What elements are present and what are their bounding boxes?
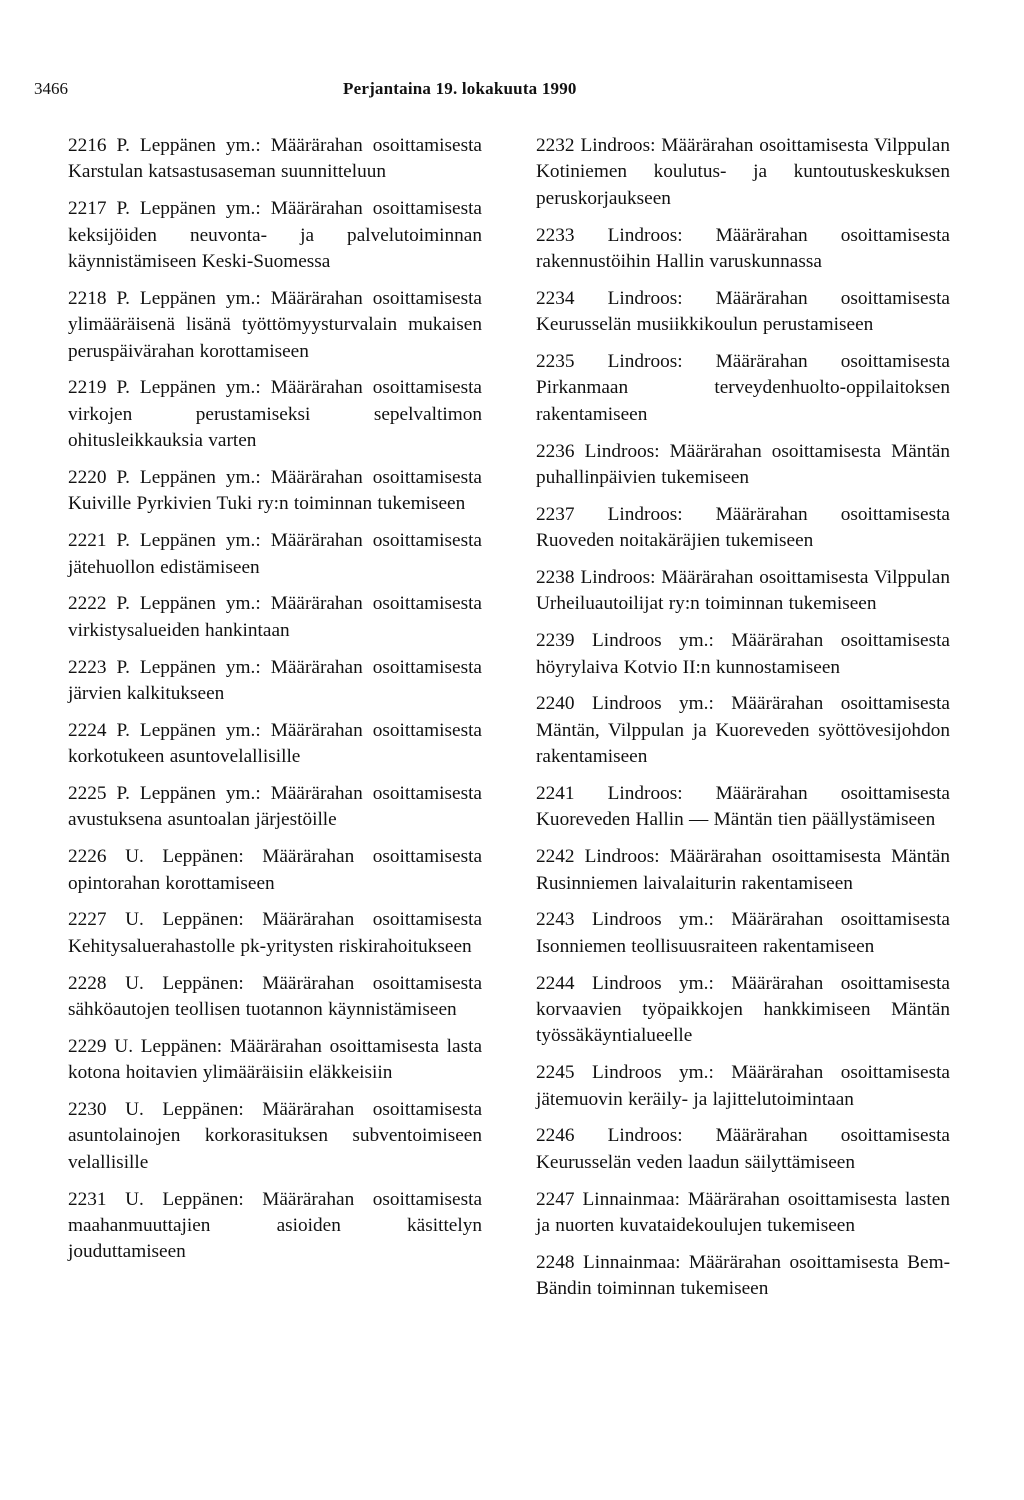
list-item: 2245 Lindroos ym.: Määrärahan osoittamisesta jätemuovin keräily- ja lajittelutoimintaan	[536, 1062, 950, 1110]
list-item: 2241 Lindroos: Määrärahan osoittamisesta Kuoreveden Hallin — Mäntän tien päällystämiseen	[536, 783, 950, 831]
list-item: 2228 U. Leppänen: Määrärahan osoittamisesta sähköautojen teollisen tuotannon käynnistämiseen	[68, 972, 482, 1021]
list-item: 2243 Lindroos ym.: Määrärahan osoittamisesta Isonniemen teollisuusraiteen rakentamiseen	[536, 909, 950, 957]
list-item: 2217 P. Leppänen ym.: Määrärahan osoittamisesta keksijöiden neuvonta- ja palvelutoiminnan käynnistämiseen Keski-Suomessa	[68, 198, 482, 273]
list-item: 2242 Lindroos: Määrärahan osoittamisesta Mäntän Rusinniemen laivalaiturin rakentamiseen	[536, 846, 950, 894]
list-item: 2248 Linnainmaa: Määrärahan osoittamisesta Bem-Bändin toiminnan tukemiseen	[536, 1251, 950, 1300]
list-item: 2232 Lindroos: Määrärahan osoittamisesta Vilppulan Kotiniemen koulutus- ja kuntoutuskeskuksen peruskorjaukseen	[536, 135, 950, 209]
list-item: 2227 U. Leppänen: Määrärahan osoittamisesta Kehitysaluerahastolle pk-yritysten riskirahoitukseen	[68, 909, 482, 957]
list-item: 2234 Lindroos: Määrärahan osoittamisesta Keurusselän musiikkikoulun perustamiseen	[536, 287, 950, 336]
list-item: 2220 P. Leppänen ym.: Määrärahan osoittamisesta Kuiville Pyrkivien Tuki ry:n toiminnan tukemiseen	[68, 467, 482, 515]
list-item: 2240 Lindroos ym.: Määrärahan osoittamisesta Mäntän, Vilppulan ja Kuoreveden syöttövesijohdon rakentamiseen	[536, 693, 950, 768]
list-item: 2246 Lindroos: Määrärahan osoittamisesta Keurusselän veden laadun säilyttämiseen	[536, 1125, 950, 1173]
list-item: 2235 Lindroos: Määrärahan osoittamisesta Pirkanmaan terveydenhuolto-oppilaitoksen rakentamiseen	[536, 351, 950, 425]
list-item: 2239 Lindroos ym.: Määrärahan osoittamisesta höyrylaiva Kotvio II:n kunnostamiseen	[536, 630, 950, 678]
right-column	[536, 133, 950, 1313]
left-column	[68, 133, 482, 1276]
list-item: 2247 Linnainmaa: Määrärahan osoittamisesta lasten ja nuorten kuvataidekoulujen tukemiseen	[536, 1188, 950, 1237]
list-item: 2229 U. Leppänen: Määrärahan osoittamisesta lasta kotona hoitavien ylimääräisiin eläkkeisiin	[68, 1035, 482, 1084]
list-item: 2221 P. Leppänen ym.: Määrärahan osoittamisesta jätehuollon edistämiseen	[68, 530, 482, 578]
list-item: 2230 U. Leppänen: Määrärahan osoittamisesta asuntolainojen korkorasituksen subventoimiseen velallisille	[68, 1099, 482, 1173]
page-number: 3466	[34, 79, 68, 98]
list-item: 2238 Lindroos: Määrärahan osoittamisesta Vilppulan Urheiluautoilijat ry:n toiminnan tukemiseen	[536, 567, 950, 615]
list-item: 2225 P. Leppänen ym.: Määrärahan osoittamisesta avustuksena asuntoalan järjestöille	[68, 783, 482, 831]
list-item: 2224 P. Leppänen ym.: Määrärahan osoittamisesta korkotukeen asuntovelallisille	[68, 719, 482, 768]
list-item: 2218 P. Leppänen ym.: Määrärahan osoittamisesta ylimääräisenä lisänä työttömyysturvalain mukaisen peruspäivärahan korottamiseen	[68, 287, 482, 362]
list-item: 2216 P. Leppänen ym.: Määrärahan osoittamisesta Karstulan katsastusaseman suunnitteluun	[68, 135, 482, 183]
list-item: 2219 P. Leppänen ym.: Määrärahan osoittamisesta virkojen perustamiseksi sepelvaltimon ohitusleikkauksia varten	[68, 377, 482, 452]
list-item: 2226 U. Leppänen: Määrärahan osoittamisesta opintorahan korottamiseen	[68, 846, 482, 894]
list-item: 2222 P. Leppänen ym.: Määrärahan osoittamisesta virkistysalueiden hankintaan	[68, 593, 482, 641]
list-item: 2223 P. Leppänen ym.: Määrärahan osoittamisesta järvien kalkitukseen	[68, 656, 482, 705]
list-item: 2236 Lindroos: Määrärahan osoittamisesta Mäntän puhallinpäivien tukemiseen	[536, 440, 950, 489]
list-item: 2244 Lindroos ym.: Määrärahan osoittamisesta korvaavien työpaikkojen hankkimiseen Mäntän työssäkäyntialueelle	[536, 972, 950, 1047]
page-header-date: Perjantaina 19. lokakuuta 1990	[343, 79, 577, 98]
list-item: 2237 Lindroos: Määrärahan osoittamisesta Ruoveden noitakäräjien tukemiseen	[536, 503, 950, 552]
list-item: 2231 U. Leppänen: Määrärahan osoittamisesta maahanmuuttajien asioiden käsittelyn jouduttamiseen	[68, 1188, 482, 1263]
list-item: 2233 Lindroos: Määrärahan osoittamisesta rakennustöihin Hallin varuskunnassa	[536, 224, 950, 273]
